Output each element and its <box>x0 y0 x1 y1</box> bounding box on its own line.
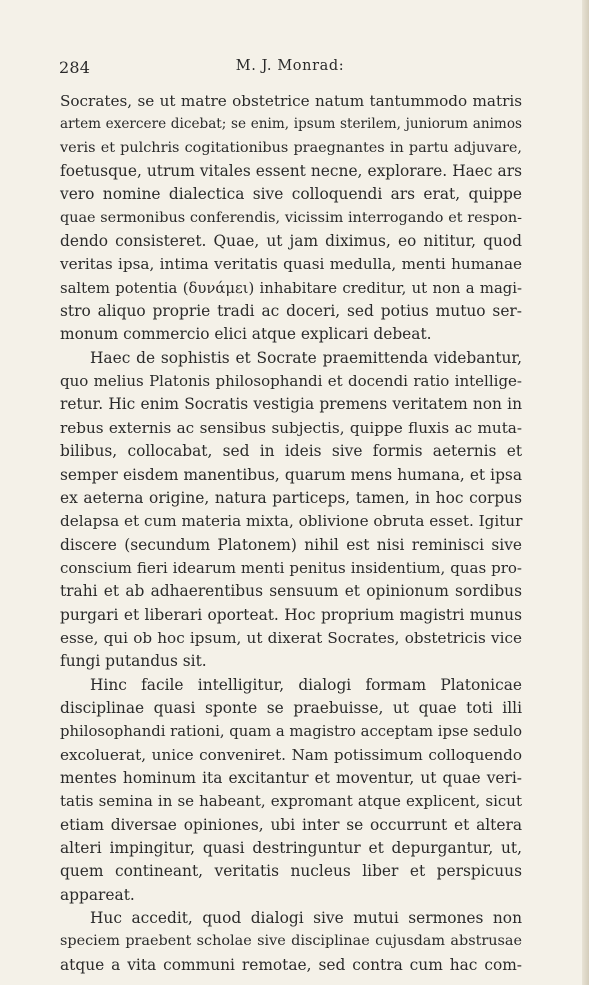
running-head <box>59 56 521 80</box>
text-line: semper eisdem manentibus, quarum mens humana, et ipsa <box>60 465 522 484</box>
text-line: foetusque, utrum vitales essent necne, explorare. Haec ars <box>60 162 522 181</box>
text-line: purgari et liberari oporteat. Hoc proprium magistri munus <box>60 605 522 624</box>
text-line: rebus externis ac sensibus subjectis, quippe fluxis ac muta- <box>60 418 522 437</box>
text-line: Socrates, se ut matre obstetrice natum tantummodo matris <box>60 92 522 110</box>
paragraph-start: Hinc facile intelligitur, dialogi formam Platonicae <box>90 675 522 694</box>
text-line: saltem potentia (δυνάμει) inhabitare creditur, ut non a magi- <box>60 279 522 297</box>
text-line: artem exercere dicebat; se enim, ipsum sterilem, juniorum animos <box>60 116 522 133</box>
text-line: mentes hominum ita excitantur et moventur, ut quae veri- <box>60 768 522 787</box>
paragraph-start: Haec de sophistis et Socrate praemittenda videbantur, <box>90 348 522 367</box>
text-line: fungi putandus sit. <box>60 652 207 671</box>
text-line: atque a vita communi remotae, sed contra cum hac com- <box>60 955 522 974</box>
text-line: stro aliquo proprie tradi ac doceri, sed potius mutuo ser- <box>60 302 522 321</box>
text-line: delapsa et cum materia mixta, oblivione obruta esset. Igitur <box>60 512 523 531</box>
text-line: bilibus, collocabat, sed in ideis sive formis aeternis et <box>60 442 522 461</box>
text-line: monum commercio elici atque explicari debeat. <box>60 325 432 344</box>
text-line: conscium fieri idearum menti penitus insidentium, quas pro- <box>60 558 522 577</box>
text-line: quo melius Platonis philosophandi et docendi ratio intellige- <box>60 372 522 391</box>
text-line: disciplinae quasi sponte se praebuisse, ut quae toti illi <box>60 698 522 717</box>
text-line: retur. Hic enim Socratis vestigia premens veritatem non in <box>60 395 522 414</box>
text-line: trahi et ab adhaerentibus sensuum et opinionum sordibus <box>60 582 522 601</box>
page-edge-shadow <box>582 0 589 985</box>
body-text <box>60 90 522 977</box>
text-line: discere (secundum Platonem) nihil est nisi reminisci sive <box>60 535 522 554</box>
text-line: quae sermonibus conferendis, vicissim interrogando et respon- <box>60 209 522 226</box>
text-line: excoluerat, unice conveniret. Nam potissimum colloquendo <box>60 745 522 764</box>
text-line: etiam diversae opiniones, ubi inter se occurrunt et altera <box>60 815 522 834</box>
running-title: M. J. Monrad: <box>235 58 345 74</box>
text-line: dendo consisteret. Quae, ut jam diximus, eo nititur, quod <box>60 232 522 251</box>
text-line: tatis semina in se habeant, expromant atque explicent, sicut <box>60 792 522 811</box>
page-number: 284 <box>59 58 91 77</box>
text-line: esse, qui ob hoc ipsum, ut dixerat Socrates, obstetricis vice <box>60 628 522 647</box>
text-line: veritas ipsa, intima veritatis quasi medulla, menti humanae <box>60 255 522 274</box>
text-line: appareat. <box>60 885 135 904</box>
text-line: alteri impingitur, quasi destringuntur et depurgantur, ut, <box>60 839 522 857</box>
text-line: veris et pulchris cogitationibus praegnantes in partu adjuvare, <box>60 139 522 156</box>
text-line: vero nomine dialectica sive colloquendi ars erat, quippe <box>60 185 522 204</box>
text-line: speciem praebent scholae sive disciplinae cujusdam abstrusae <box>60 933 522 950</box>
text-line: quem contineant, veritatis nucleus liber et perspicuus <box>60 862 522 881</box>
text-line: philosophandi rationi, quam a magistro acceptam ipse sedulo <box>60 723 523 741</box>
paragraph-start: Huc accedit, quod dialogi sive mutui sermones non <box>90 909 522 928</box>
text-line: ex aeterna origine, natura particeps, tamen, in hoc corpus <box>60 488 522 507</box>
